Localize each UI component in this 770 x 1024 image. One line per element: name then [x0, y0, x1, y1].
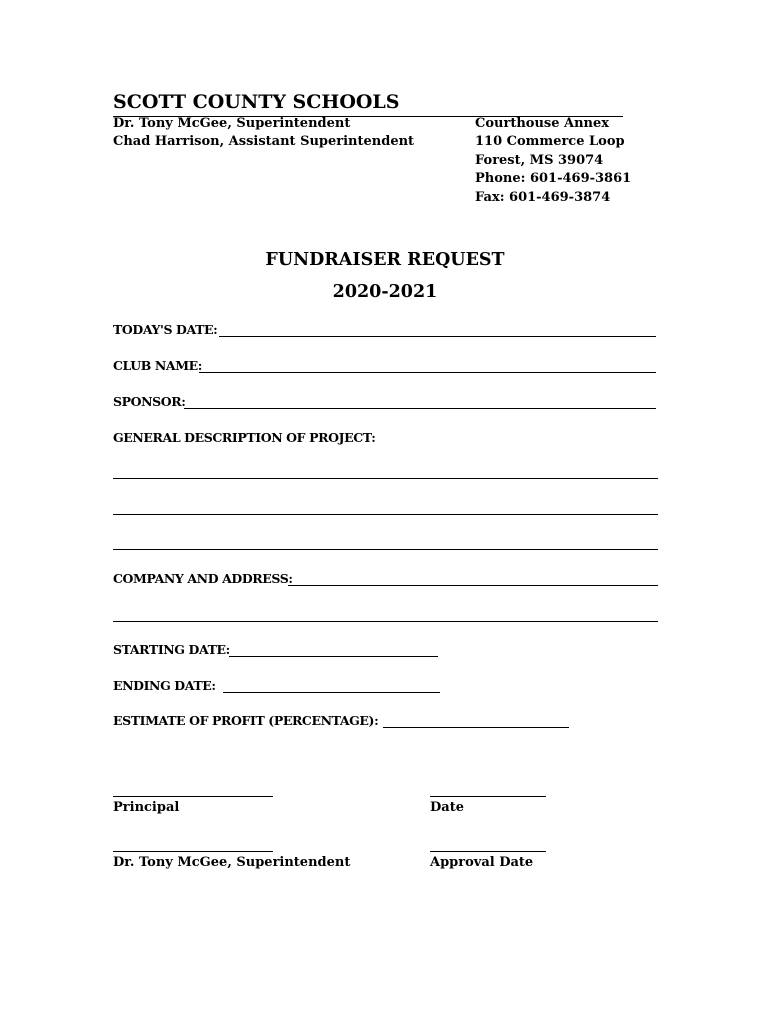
address-line-street: 110 Commerce Loop — [475, 134, 625, 150]
ending-date-label: ENDING DATE: — [113, 678, 216, 693]
starting-date-field[interactable] — [229, 656, 438, 657]
description-line-2[interactable] — [113, 514, 658, 515]
starting-date-label: STARTING DATE: — [113, 642, 230, 657]
todays-date-field[interactable] — [219, 336, 656, 337]
superintendent-line: Dr. Tony McGee, Superintendent — [113, 116, 351, 131]
superintendent-caption: Dr. Tony McGee, Superintendent — [113, 855, 351, 870]
organization-name: SCOTT COUNTY SCHOOLS — [113, 91, 400, 113]
approval-date-line[interactable] — [430, 851, 546, 852]
description-line-3[interactable] — [113, 549, 658, 550]
ending-date-field[interactable] — [223, 692, 440, 693]
company-address-field[interactable] — [288, 585, 658, 586]
approval-date-caption: Approval Date — [430, 855, 534, 870]
club-name-field[interactable] — [199, 372, 656, 373]
description-label: GENERAL DESCRIPTION OF PROJECT: — [113, 430, 376, 445]
principal-caption: Principal — [113, 800, 180, 815]
phone-line: Phone: 601-469-3861 — [475, 171, 632, 187]
sponsor-label: SPONSOR: — [113, 394, 186, 409]
description-line-1[interactable] — [113, 478, 658, 479]
form-year: 2020-2021 — [332, 282, 438, 302]
company-address-label: COMPANY AND ADDRESS: — [113, 571, 293, 586]
profit-estimate-field[interactable] — [383, 727, 569, 728]
todays-date-label: TODAY'S DATE: — [113, 322, 218, 337]
fax-line: Fax: 601-469-3874 — [475, 189, 611, 205]
assistant-superintendent-line: Chad Harrison, Assistant Superintendent — [113, 134, 415, 150]
company-address-line-2[interactable] — [113, 621, 658, 622]
profit-estimate-label: ESTIMATE OF PROFIT (PERCENTAGE): — [113, 713, 379, 728]
club-name-label: CLUB NAME: — [113, 358, 202, 373]
form-title: FUNDRAISER REQUEST — [265, 250, 505, 270]
administrators-block — [113, 115, 414, 152]
address-line-city: Forest, MS 39074 — [475, 152, 604, 168]
date-caption: Date — [430, 800, 464, 815]
superintendent-signature-line[interactable] — [113, 851, 273, 852]
address-block — [475, 115, 631, 207]
principal-signature-line[interactable] — [113, 796, 273, 797]
address-line-building: Courthouse Annex — [475, 116, 610, 131]
sponsor-field[interactable] — [184, 408, 656, 409]
principal-date-line[interactable] — [430, 796, 546, 797]
